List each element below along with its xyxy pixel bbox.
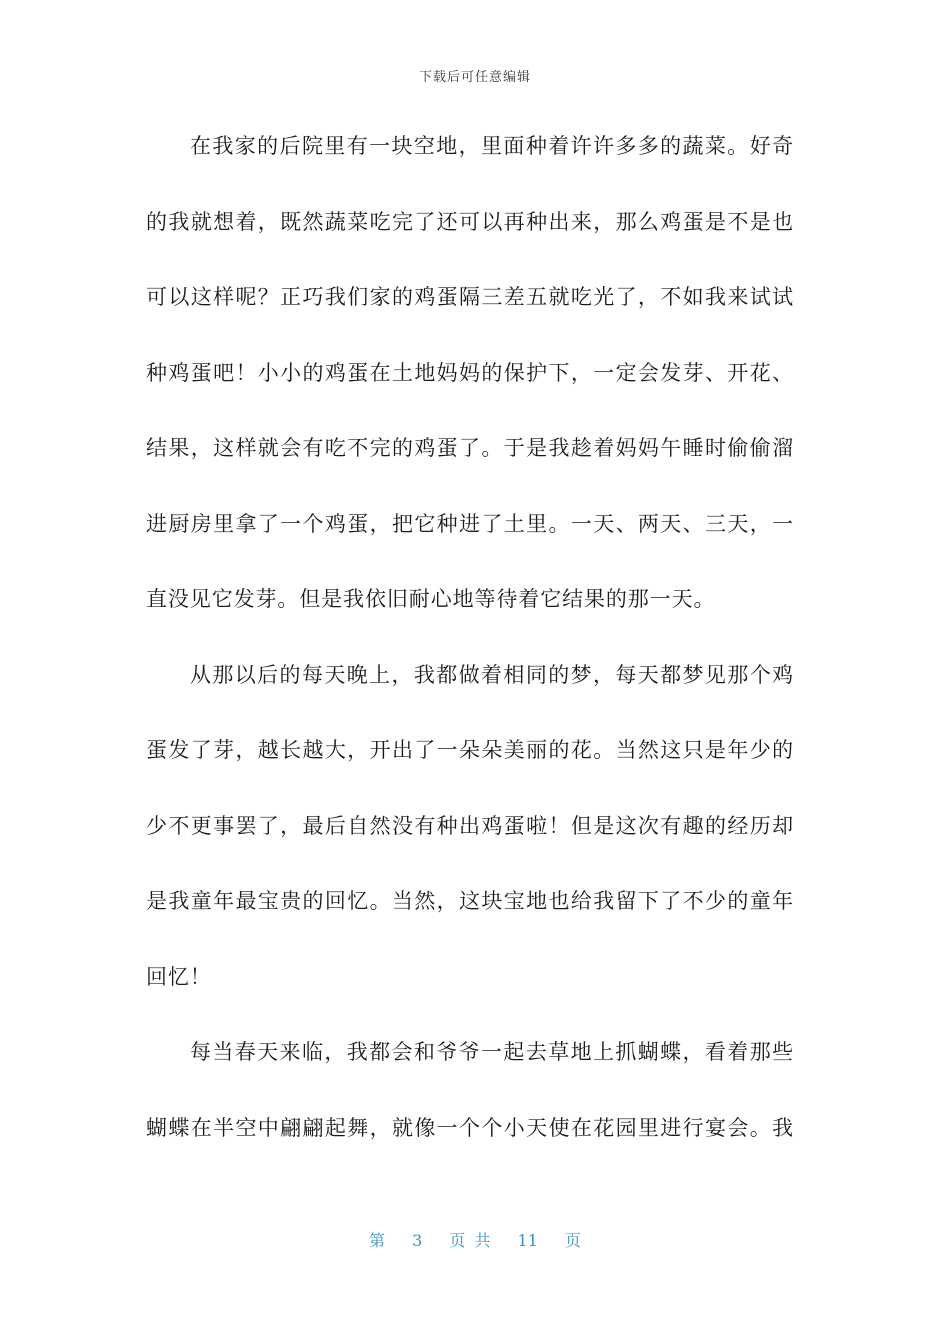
footer-middle: 页 共 — [449, 1231, 491, 1250]
paragraph-line: 直没见它发芽。但是我依旧耐心地等待着它结果的那一天。 — [146, 587, 716, 611]
paragraph-line: 种鸡蛋吧！小小的鸡蛋在土地妈妈的保护下，一定会发芽、开花、 — [146, 360, 794, 385]
paragraph-line: 每当春天来临，我都会和爷爷一起去草地上抓蝴蝶，看着那些 — [190, 1040, 794, 1064]
paragraph-line: 在我家的后院里有一块空地，里面种着许许多多的蔬菜。好奇 — [190, 134, 794, 158]
paragraph-line: 结果，这样就会有吃不完的鸡蛋了。于是我趁着妈妈午睡时偷偷溜 — [146, 436, 794, 460]
document-body — [146, 124, 794, 1181]
footer-prefix: 第 — [368, 1231, 385, 1250]
header-note: 下载后可任意编辑 — [418, 70, 531, 85]
footer-suffix: 页 — [565, 1231, 582, 1250]
paragraph-line: 少不更事罢了，最后自然没有种出鸡蛋啦！但是这次有趣的经历却 — [146, 813, 794, 838]
paragraph-line: 从那以后的每天晚上，我都做着相同的梦，每天都梦见那个鸡 — [190, 662, 794, 687]
total-pages-number: 11 — [517, 1231, 538, 1250]
paragraph-line: 的我就想着，既然蔬菜吃完了还可以再种出来，那么鸡蛋是不是也 — [146, 209, 794, 234]
paragraph-line: 是我童年最宝贵的回忆。当然，这块宝地也给我留下了不少的童年 — [146, 889, 794, 913]
paragraph-line: 蛋发了芽，越长越大，开出了一朵朵美丽的花。当然这只是年少的 — [146, 738, 794, 762]
page-number-footer — [0, 1228, 950, 1251]
paragraph-line: 回忆！ — [146, 964, 212, 989]
paragraph-line: 进厨房里拿了一个鸡蛋，把它种进了土里。一天、两天、三天，一 — [146, 511, 794, 536]
paragraph-line: 可以这样呢？正巧我们家的鸡蛋隔三差五就吃光了，不如我来试试 — [146, 285, 794, 309]
paragraph-line: 蝴蝶在半空中翩翩起舞，就像一个个小天使在花园里进行宴会。我 — [146, 1115, 794, 1140]
current-page-number: 3 — [412, 1231, 423, 1250]
